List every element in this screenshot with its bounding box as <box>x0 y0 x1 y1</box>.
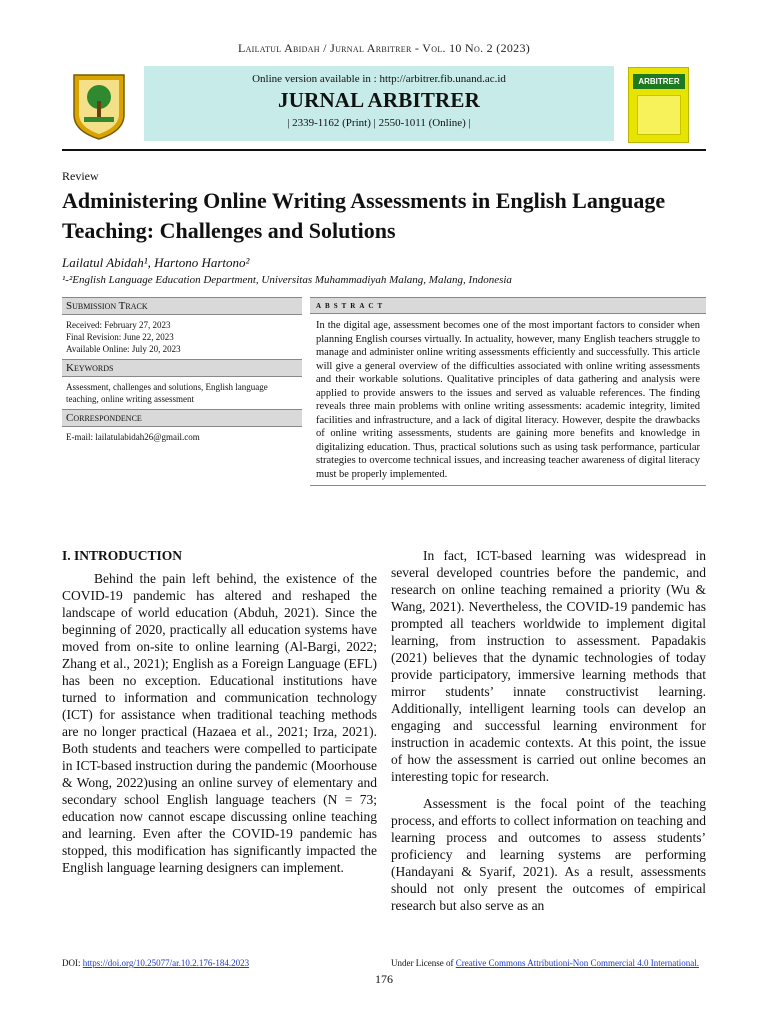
body-paragraph: Behind the pain left behind, the existence of the COVID-19 pandemic has altered and reshaped the landscape of world education (Abduh, 2021). Since the beginning of 2020, practically all education systems have moved from on-site to online learning (Al-Bargi, 2022; Zhang et al., 2021); English as a Foreign Language (EFL) has been no exception. Educational institutions have turned to information and communication technology (ICT) for assistance when traditional teaching methods are no longer practical (Hazaea et al., 2021; Irza, 2021). Both students and teachers were compelled to participate in ICT-based instruction during the pandemic (Moorhouse & Wong, 2022)using an online survey of elementary and secondary school English language teachers (N = 73; education now cannot escape discussing online teaching and learning. Even after the COVID-19 pandemic has stopped, this modification has significantly impacted the English language learning designers can implement. <box>62 571 377 875</box>
keywords-body: Assessment, challenges and solutions, English language teaching, online writing assessment <box>66 382 268 404</box>
article-title: Administering Online Writing Assessments in English Language Teaching: Challenges and Solutions <box>62 188 666 243</box>
revision-date: Final Revision: June 22, 2023 <box>66 332 174 342</box>
license-link[interactable]: Creative Commons Attributioni-Non Commercial 4.0 International. <box>455 958 699 968</box>
license-label: Under License of <box>391 958 456 968</box>
journal-banner <box>144 66 614 141</box>
section-heading-introduction: I. INTRODUCTION <box>62 548 183 563</box>
university-logo-icon <box>70 71 128 141</box>
journal-cover-thumbnail <box>628 67 689 143</box>
correspondence-heading: Correspondence <box>62 409 302 427</box>
journal-masthead <box>62 63 706 147</box>
body-column-right <box>391 547 706 914</box>
issn-line: | 2339-1162 (Print) | 2550-1011 (Online) | <box>287 117 471 129</box>
correspondence-email: E-mail: lailatulabidah26@gmail.com <box>66 432 200 442</box>
body-paragraph: In fact, ICT-based learning was widespread in several developed countries before the pandemic, and research on online teaching remained a priority (Wu & Wang, 2021). Nevertheless, the COVID-19 pandemic has prompted all teachers worldwide to implement digital learning, from instruction to assessment. Papadakis (2021) believes that the dynamic technologies of today provide participatory, immersive learning methods that mirror students’ innate constructivist learning. Additionally, intelligent learning tools can develop an engaging and successful learning environment for instruction in academic contexts. At this point, the issue of how the assessment is carried out online becomes an interesting topic for research. <box>391 548 706 784</box>
abstract-heading: abstract <box>310 297 706 314</box>
article-info-sidebar <box>62 297 302 447</box>
doi-link[interactable]: https://doi.org/10.25077/ar.10.2.176-184.2023 <box>82 958 250 968</box>
footer-doi <box>62 958 249 968</box>
online-version-text: Online version available in : http://arbitrer.fib.unand.ac.id <box>252 73 506 85</box>
masthead-divider <box>62 149 706 151</box>
available-date: Available Online: July 20, 2023 <box>66 344 181 354</box>
article-authors: Lailatul Abidah¹, Hartono Hartono² <box>62 255 250 270</box>
abstract-text: In the digital age, assessment becomes one of the most important factors to consider when planning English courses virtually. In actuality, however, many English teachers struggle to manage and administer online writing assessments efficiently and successfully. This article will give a general overview of the difficulties associated with online writing assessments and their workable solutions. Qualitative principles of data gathering and analysis were applied to provide answers to the issues and served as valuable references. The finding reveals three main problems with online writing assessments: academic integrity, limited facilities and infrastructure, and a lack of digital literacy. However, despite the drawbacks of online writing assessments, students are gaining more benefits and knowledge in digitalizing education. Thus, practical solutions such as using task performance, particular strategies to overcome technical issues, and increasing teacher awareness of digital literacy must be properly implemented. <box>310 314 706 486</box>
body-column-left <box>62 547 377 876</box>
article-type: Review <box>62 169 99 183</box>
cover-title: ARBITRER <box>633 74 685 89</box>
abstract-box <box>310 297 706 486</box>
footer-license <box>391 958 699 968</box>
running-head: Lailatul Abidah / Jurnal Arbitrer - Vol. 10 No. 2 (2023) <box>237 41 531 55</box>
submission-track-heading: Submission Track <box>62 297 302 315</box>
body-paragraph: Assessment is the focal point of the teaching process, and efforts to collect information on teaching and learning process and outcomes to assess students’ proficiency and learning systems are performing (Handayani & Syarif, 2021). As a result, assessments should not only present the outcomes of empirical research but also serve as an <box>391 796 706 913</box>
keywords-heading: Keywords <box>62 359 302 377</box>
submission-track-body <box>62 315 302 359</box>
page-number: 176 <box>375 972 393 986</box>
journal-title: JURNAL ARBITRER <box>278 88 480 112</box>
received-date: Received: February 27, 2023 <box>66 320 171 330</box>
cover-image <box>637 95 681 135</box>
doi-label: DOI: <box>62 958 83 968</box>
article-affiliation: ¹‑²English Language Education Department, Universitas Muhammadiyah Malang, Malang, Indonesia <box>62 274 512 286</box>
